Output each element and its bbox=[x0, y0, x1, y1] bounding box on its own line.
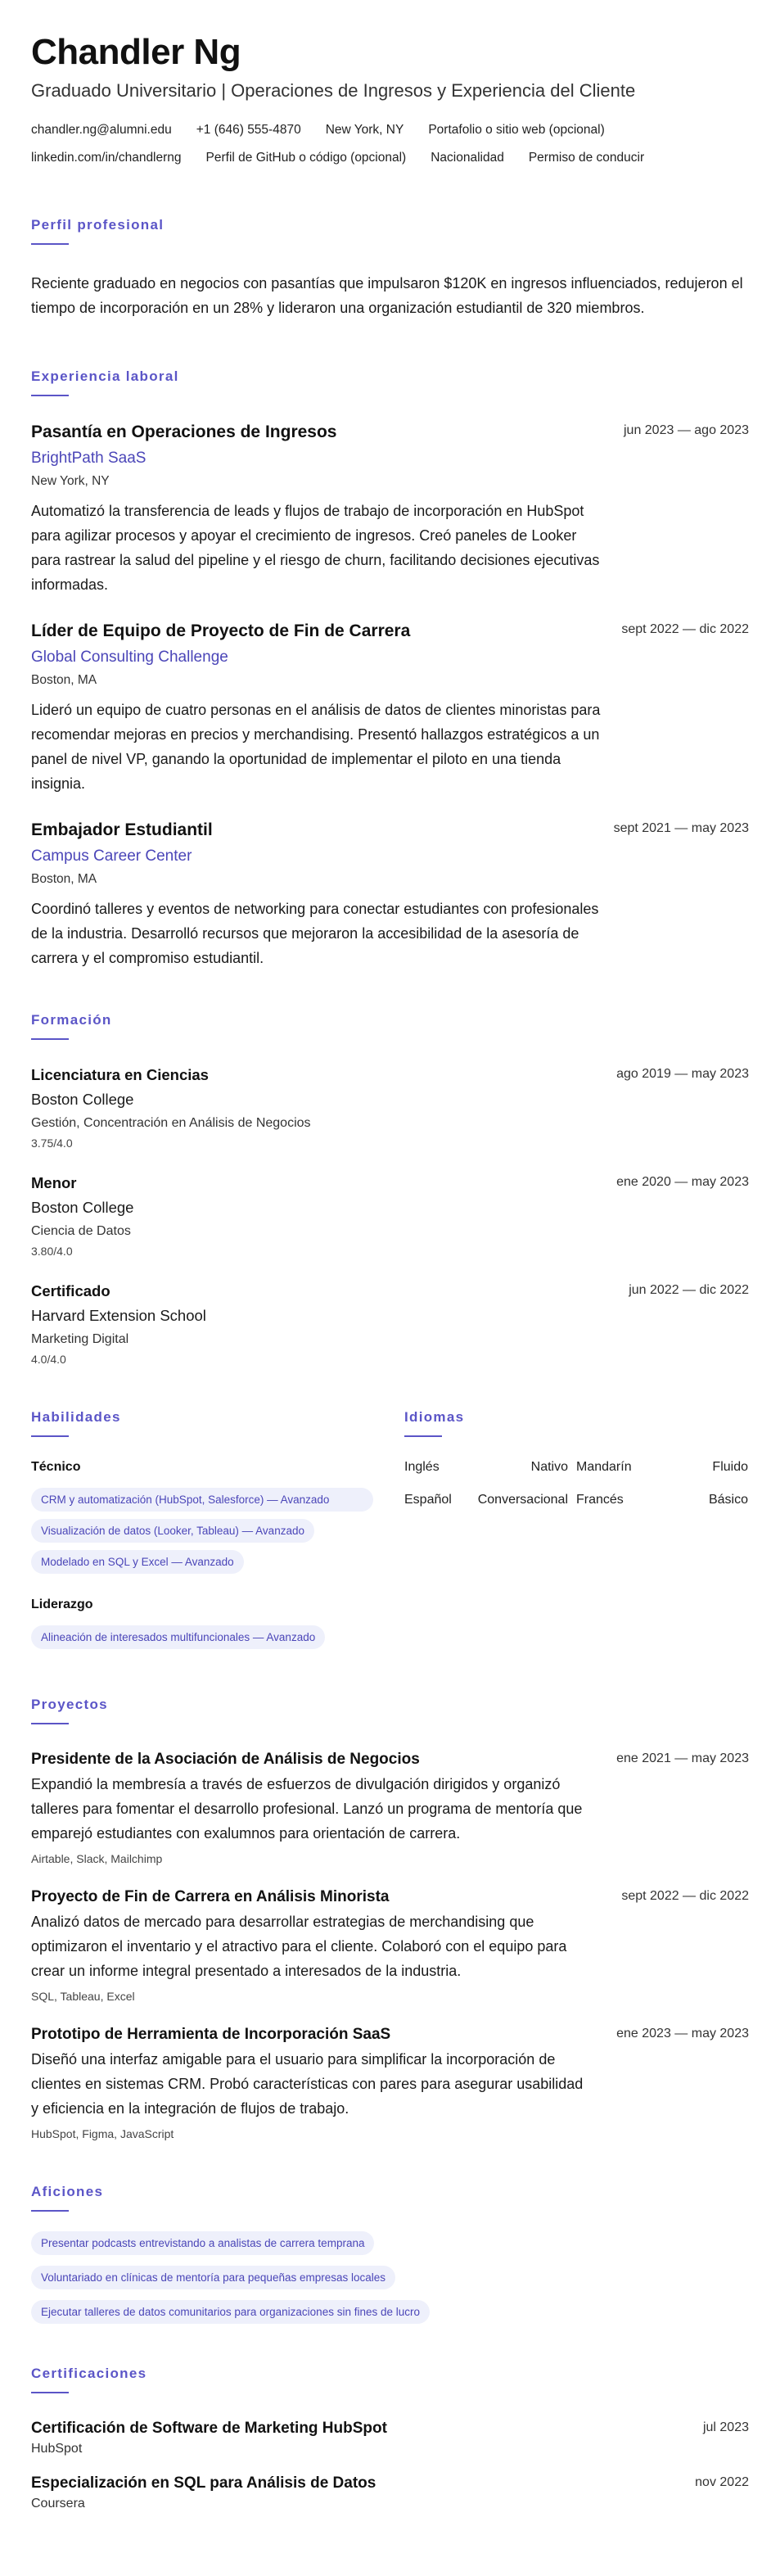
certifications-section bbox=[31, 2365, 749, 2513]
education-gpa: 3.75/4.0 bbox=[31, 1137, 73, 1150]
section-title-projects: Proyectos bbox=[31, 1697, 108, 1712]
section-title-education: Formación bbox=[31, 1012, 112, 1028]
skill-chip: Visualización de datos (Looker, Tableau) — Avanzado bbox=[31, 1519, 314, 1543]
language-level: Fluido bbox=[712, 1460, 748, 1474]
skills-languages-row bbox=[31, 1408, 749, 1656]
education-item bbox=[31, 1173, 749, 1259]
language-item bbox=[404, 1458, 568, 1476]
project-description: Expandió la membresía a través de esfuerzos de divulgación dirigidos y organizó talleres para fomentar el desarrollo profesional. Lanzó un programa de mentoría que emparejó estudiantes con exalumnos para orientación de carrera. bbox=[31, 1776, 583, 1842]
certification-issuer: HubSpot bbox=[31, 2442, 83, 2456]
project-tech: SQL, Tableau, Excel bbox=[31, 1990, 135, 2003]
contact-license: Permiso de conducir bbox=[528, 151, 645, 165]
project-description: Diseñó una interfaz amigable para el usuario para simplificar la incorporación de clientes en sistemas CRM. Probó características con pares para asegurar usabilidad y eficiencia en la integración de flujos de trabajo. bbox=[31, 2051, 584, 2117]
language-item bbox=[576, 1491, 748, 1509]
section-divider bbox=[31, 395, 69, 396]
project-item bbox=[31, 1887, 749, 2004]
project-tech: HubSpot, Figma, JavaScript bbox=[31, 2127, 174, 2140]
project-title: Prototipo de Herramienta de Incorporación SaaS bbox=[31, 2026, 391, 2043]
section-divider bbox=[31, 243, 69, 245]
skill-chip: Alineación de interesados multifuncionales — Avanzado bbox=[31, 1625, 325, 1649]
projects-section bbox=[31, 1696, 749, 2142]
contact-location: New York, NY bbox=[325, 123, 404, 137]
education-school: Boston College bbox=[31, 1199, 134, 1216]
job-date: jun 2023 — ago 2023 bbox=[623, 423, 749, 437]
experience-item bbox=[31, 620, 749, 796]
section-divider bbox=[31, 1038, 69, 1040]
project-description: Analizó datos de mercado para desarrollar estrategias de merchandising que optimizaron el inventario y el atractivo para el cliente. Colaboró con el equipo para crear un informe integral presentado a interesados de la industria. bbox=[31, 1914, 567, 1979]
project-title: Presidente de la Asociación de Análisis de Negocios bbox=[31, 1751, 420, 1768]
hobby-chip-list bbox=[31, 2231, 749, 2324]
section-title-skills: Habilidades bbox=[31, 1409, 121, 1425]
job-title: Embajador Estudiantil bbox=[31, 820, 213, 839]
job-location: Boston, MA bbox=[31, 872, 97, 886]
language-name: Francés bbox=[576, 1493, 624, 1507]
certification-name: Especialización en SQL para Análisis de Datos bbox=[31, 2474, 376, 2492]
skills-section bbox=[31, 1408, 404, 1656]
hobby-chip: Ejecutar talleres de datos comunitarios para organizaciones sin fines de lucro bbox=[31, 2300, 430, 2324]
job-company[interactable]: Campus Career Center bbox=[31, 847, 192, 865]
project-date: ene 2021 — may 2023 bbox=[616, 1751, 749, 1765]
contact-github[interactable]: Perfil de GitHub o código (opcional) bbox=[205, 151, 407, 165]
job-company[interactable]: Global Consulting Challenge bbox=[31, 649, 228, 666]
certification-date: nov 2022 bbox=[695, 2475, 749, 2489]
education-field: Gestión, Concentración en Análisis de Negocios bbox=[31, 1116, 311, 1130]
education-date: ago 2019 — may 2023 bbox=[616, 1067, 749, 1081]
contact-email[interactable]: chandler.ng@alumni.edu bbox=[31, 123, 172, 137]
education-gpa: 4.0/4.0 bbox=[31, 1353, 66, 1366]
education-item bbox=[31, 1064, 749, 1151]
education-degree: Menor bbox=[31, 1174, 77, 1191]
section-title-certifications: Certificaciones bbox=[31, 2366, 147, 2381]
language-name: Inglés bbox=[404, 1460, 440, 1474]
hobbies-section bbox=[31, 2183, 749, 2324]
certification-item bbox=[31, 2473, 749, 2513]
resume-header bbox=[31, 31, 749, 167]
language-item bbox=[404, 1491, 568, 1509]
job-date: sept 2021 — may 2023 bbox=[613, 821, 749, 835]
contact-portfolio[interactable]: Portafolio o sitio web (opcional) bbox=[428, 123, 605, 137]
job-title: Pasantía en Operaciones de Ingresos bbox=[31, 423, 337, 441]
hobby-chip: Voluntariado en clínicas de mentoría para pequeñas empresas locales bbox=[31, 2266, 395, 2289]
skill-chip: CRM y automatización (HubSpot, Salesforce) — Avanzado bbox=[31, 1488, 373, 1512]
candidate-name: Chandler Ng bbox=[31, 32, 241, 72]
language-level: Básico bbox=[708, 1493, 748, 1507]
language-item bbox=[576, 1458, 748, 1476]
certification-date: jul 2023 bbox=[702, 2420, 749, 2434]
section-title-languages: Idiomas bbox=[404, 1409, 465, 1425]
candidate-headline: Graduado Universitario | Operaciones de Ingresos y Experiencia del Cliente bbox=[31, 80, 636, 101]
languages-section bbox=[404, 1408, 748, 1656]
section-divider bbox=[31, 2392, 69, 2393]
project-item bbox=[31, 2024, 749, 2142]
project-tech: Airtable, Slack, Mailchimp bbox=[31, 1852, 163, 1865]
section-divider bbox=[31, 1435, 69, 1437]
language-name: Español bbox=[404, 1493, 452, 1507]
skill-chip: Modelado en SQL y Excel — Avanzado bbox=[31, 1550, 244, 1574]
certification-item bbox=[31, 2418, 749, 2458]
education-date: jun 2022 — dic 2022 bbox=[629, 1283, 749, 1297]
experience-section bbox=[31, 368, 749, 970]
education-date: ene 2020 — may 2023 bbox=[616, 1175, 749, 1189]
skill-group-title: Liderazgo bbox=[31, 1598, 93, 1611]
skill-chip-list bbox=[31, 1625, 404, 1656]
education-school: Boston College bbox=[31, 1091, 134, 1108]
project-item bbox=[31, 1749, 749, 1867]
experience-item bbox=[31, 819, 749, 970]
language-level: Conversacional bbox=[477, 1493, 568, 1507]
experience-item bbox=[31, 421, 749, 597]
language-name: Mandarín bbox=[576, 1460, 632, 1474]
job-description: Coordinó talleres y eventos de networking para conectar estudiantes con profesionales de la industria. Desarrolló recursos que mejoraron la accesibilidad de la asesoría de carrera y el compromiso estudiantil. bbox=[31, 901, 599, 966]
project-title: Proyecto de Fin de Carrera en Análisis Minorista bbox=[31, 1888, 390, 1905]
section-divider bbox=[31, 2210, 69, 2212]
project-date: sept 2022 — dic 2022 bbox=[621, 1889, 749, 1903]
contact-list bbox=[31, 121, 751, 167]
job-location: Boston, MA bbox=[31, 673, 97, 687]
profile-summary: Reciente graduado en negocios con pasantías que impulsaron $120K en ingresos influenciados, redujeron el tiempo de incorporación en un 28% y lideraron una organización estudiantil de 320 miembros. bbox=[31, 275, 743, 316]
education-field: Marketing Digital bbox=[31, 1332, 129, 1346]
education-degree: Certificado bbox=[31, 1282, 110, 1299]
job-description: Lideró un equipo de cuatro personas en el análisis de datos de clientes minoristas para recomendar mejoras en precios y merchandising. Presentó hallazgos estratégicos a un panel de nivel VP, ganando la oportunidad de implementar el piloto en una tienda insignia. bbox=[31, 702, 601, 792]
section-divider bbox=[31, 1723, 69, 1724]
education-field: Ciencia de Datos bbox=[31, 1224, 131, 1238]
education-item bbox=[31, 1281, 749, 1367]
education-school: Harvard Extension School bbox=[31, 1307, 206, 1324]
job-date: sept 2022 — dic 2022 bbox=[621, 622, 749, 636]
language-grid bbox=[404, 1458, 748, 1509]
section-title-experience: Experiencia laboral bbox=[31, 368, 179, 384]
section-title-hobbies: Aficiones bbox=[31, 2184, 104, 2199]
job-title: Líder de Equipo de Proyecto de Fin de Carrera bbox=[31, 621, 411, 640]
section-divider bbox=[404, 1435, 442, 1437]
education-section bbox=[31, 1011, 749, 1367]
certification-issuer: Coursera bbox=[31, 2497, 85, 2510]
project-date: ene 2023 — may 2023 bbox=[616, 2027, 749, 2040]
language-level: Nativo bbox=[530, 1460, 568, 1474]
certification-name: Certificación de Software de Marketing HubSpot bbox=[31, 2420, 387, 2437]
job-description: Automatizó la transferencia de leads y flujos de trabajo de incorporación en HubSpot para agilizar procesos y apoyar el crecimiento de ingresos. Creó paneles de Looker para rastrear la salud del pipeline y el riesgo de churn, facilitando decisiones ejecutivas informadas. bbox=[31, 503, 600, 593]
contact-linkedin[interactable]: linkedin.com/in/chandlerng bbox=[31, 151, 182, 165]
skill-chip-list bbox=[31, 1488, 375, 1581]
contact-nationality: Nacionalidad bbox=[431, 151, 504, 165]
hobby-chip: Presentar podcasts entrevistando a analistas de carrera temprana bbox=[31, 2231, 374, 2255]
contact-phone[interactable]: +1 (646) 555-4870 bbox=[196, 123, 301, 137]
section-title-profile: Perfil profesional bbox=[31, 217, 165, 233]
job-company[interactable]: BrightPath SaaS bbox=[31, 450, 147, 467]
education-gpa: 3.80/4.0 bbox=[31, 1245, 73, 1258]
skill-group-title: Técnico bbox=[31, 1460, 81, 1474]
education-degree: Licenciatura en Ciencias bbox=[31, 1066, 209, 1083]
job-location: New York, NY bbox=[31, 474, 110, 488]
profile-section bbox=[31, 216, 749, 320]
